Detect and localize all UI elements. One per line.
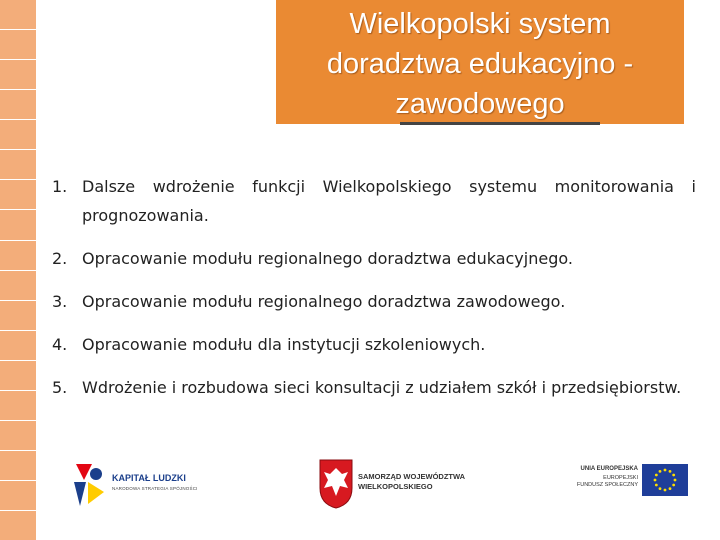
eu-star — [655, 474, 658, 477]
eagle-coat-of-arms-icon — [318, 458, 354, 510]
list-item — [52, 244, 696, 273]
list-item — [52, 373, 696, 402]
eu-flag-icon — [642, 464, 688, 496]
stripe-segment — [0, 120, 36, 149]
stripe-segment — [0, 391, 36, 420]
stripe-segment — [0, 361, 36, 390]
title-underline — [400, 122, 600, 125]
eu-star — [655, 484, 658, 487]
samorzad-line: WIELKOPOLSKIEGO — [358, 482, 433, 491]
eu-star — [672, 484, 675, 487]
eu-star — [659, 487, 662, 490]
list-number: 1. — [52, 177, 68, 196]
stripe-segment — [0, 30, 36, 59]
slide-title — [276, 0, 684, 124]
kapital-ludzki-name: KAPITAŁ LUDZKI — [112, 473, 186, 483]
eu-star — [669, 470, 672, 473]
list-number: 5. — [52, 378, 68, 397]
stripe-segment — [0, 0, 36, 29]
list-item — [52, 330, 696, 359]
stripe-segment — [0, 210, 36, 239]
footer-logos — [0, 440, 720, 540]
kapital-ludzki-icon — [72, 462, 108, 508]
title-line: zawodowego — [395, 88, 565, 120]
eu-line: EUROPEJSKI — [603, 475, 638, 481]
title-line: Wielkopolski system — [349, 8, 611, 40]
list-number: 2. — [52, 249, 68, 268]
kapital-ludzki-subtitle: NARODOWA STRATEGIA SPÓJNOŚCI — [112, 486, 198, 491]
eu-title: UNIA EUROPEJSKA — [580, 466, 638, 472]
stripe-segment — [0, 301, 36, 330]
kapital-ludzki-logo — [72, 462, 222, 510]
eu-logo — [568, 464, 698, 504]
stripe-segment — [0, 271, 36, 300]
eu-star — [669, 487, 672, 490]
eu-line: FUNDUSZ SPOŁECZNY — [576, 482, 638, 488]
list-text: Opracowanie modułu dla instytucji szkoleniowych. — [82, 335, 486, 354]
list-item — [52, 172, 696, 230]
eu-star — [664, 469, 667, 472]
samorzad-text — [358, 472, 465, 492]
eu-star — [659, 470, 662, 473]
stripe-segment — [0, 150, 36, 179]
eu-star — [664, 489, 667, 492]
list-number: 4. — [52, 335, 68, 354]
eu-star — [654, 479, 657, 482]
list-text: Wdrożenie i rozbudowa sieci konsultacji z udziałem szkół i przedsiębiorstw. — [82, 378, 682, 397]
eu-subtitle — [568, 475, 638, 489]
eu-star — [674, 479, 677, 482]
stripe-segment — [0, 60, 36, 89]
list-text: Opracowanie modułu regionalnego doradztwa edukacyjnego. — [82, 249, 573, 268]
list-item — [52, 287, 696, 316]
list-text: Dalsze wdrożenie funkcji Wielkopolskiego systemu monitorowania i prognozowania. — [82, 177, 696, 225]
eu-star — [672, 474, 675, 477]
samorzad-line: SAMORZĄD WOJEWÓDZTWA — [358, 472, 466, 481]
stripe-segment — [0, 180, 36, 209]
samorzad-logo — [318, 458, 478, 516]
stripe-segment — [0, 331, 36, 360]
stripe-segment — [0, 241, 36, 270]
numbered-list — [52, 172, 696, 416]
list-number: 3. — [52, 292, 68, 311]
title-banner — [276, 0, 684, 124]
stripe-segment — [0, 90, 36, 119]
title-line: doradztwa edukacyjno - — [326, 48, 634, 80]
list-text: Opracowanie modułu regionalnego doradztwa zawodowego. — [82, 292, 566, 311]
